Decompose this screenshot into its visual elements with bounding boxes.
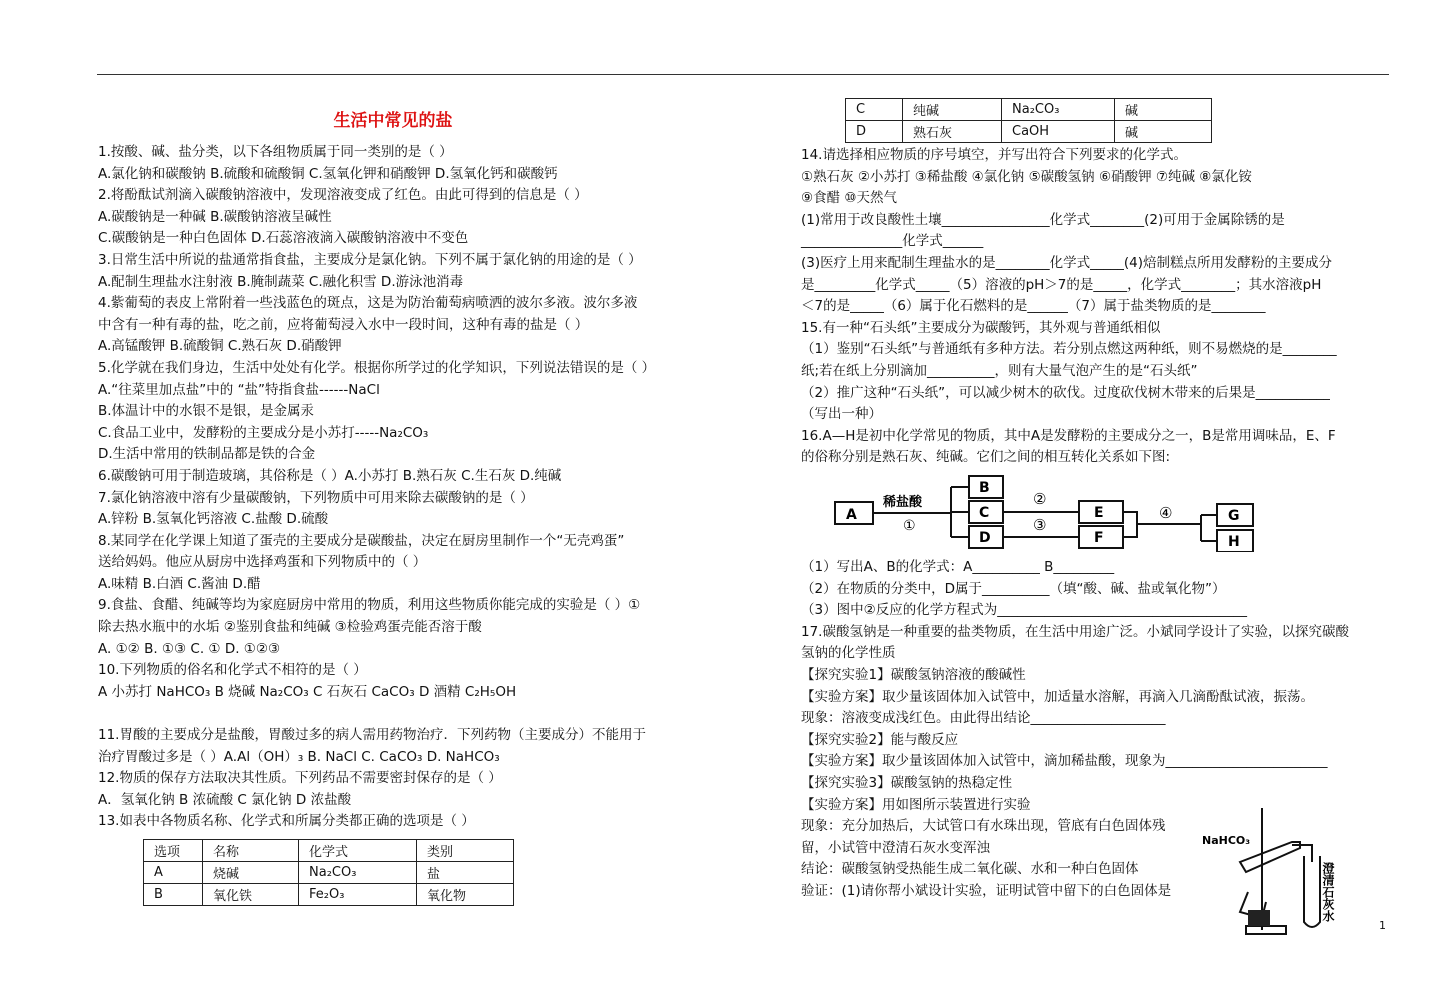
table-cell: 碱 bbox=[1115, 121, 1212, 143]
top-rule bbox=[97, 74, 1389, 75]
right-question-line: ①熟石灰 ②小苏打 ③稀盐酸 ④氯化钠 ⑤碳酸氢钠 ⑥硝酸钾 ⑦纯碱 ⑧氯化铵 bbox=[801, 168, 1252, 185]
table-cell: 碱 bbox=[1115, 99, 1212, 121]
right-question-lower-line: 氢钠的化学性质 bbox=[801, 645, 896, 662]
right-question-line: ⑨食醋 ⑩天然气 bbox=[801, 190, 897, 207]
limewater-label: 澄清石灰水 bbox=[1321, 862, 1335, 922]
left-question-line: 2.将酚酞试剂滴入碳酸钠溶液中，发现溶液变成了红色。由此可得到的信息是（ ） bbox=[98, 187, 588, 204]
table-cell: 盐 bbox=[417, 862, 514, 884]
right-question-lower-line: 现象：溶液变成浅红色。由此得出结论____________________ bbox=[801, 710, 1166, 727]
right-question-lower-line: 【探究实验3】碳酸氢钠的热稳定性 bbox=[801, 774, 1013, 791]
heating-apparatus-figure bbox=[1200, 802, 1360, 937]
right-question-lower-line: 【实验方案】取少量该固体加入试管中，加适量水溶解，再滴入几滴酚酞试液，振荡。 bbox=[801, 688, 1314, 705]
left-question-line: A.“往菜里加点盐”中的 “盐”特指食盐------NaCl bbox=[98, 381, 380, 398]
left-column bbox=[98, 108, 698, 833]
right-question-lower-line: 留，小试管中澄清石灰水变浑浊 bbox=[801, 839, 990, 856]
lamp-body-icon bbox=[1248, 910, 1270, 926]
node-g: G bbox=[1228, 508, 1240, 524]
left-question-line: 12.物质的保存方法取决其性质。下列药品不需要密封保存的是（ ） bbox=[98, 770, 502, 787]
table-cell: D bbox=[846, 121, 903, 143]
left-question-line: 5.化学就在我们身边，生活中处处有化学。根据你所学过的化学知识，下列说法错误的是（ ） bbox=[98, 359, 656, 376]
left-question-line: 治疗胃酸过多是（ ）A.Al（OH）₃ B. NaCl C. CaCO₃ D. NaHCO₃ bbox=[98, 748, 500, 765]
right-question-line: 14.请选择相应物质的序号填空，并写出符合下列要求的化学式。 bbox=[801, 147, 1187, 163]
step-3: ③ bbox=[1033, 516, 1047, 534]
left-questions bbox=[98, 142, 698, 833]
right-question-line: ＜7的是_____（6）属于化石燃料的是______（7）属于盐类物质的是________ bbox=[801, 298, 1266, 315]
left-question-line: A.味精 B.白酒 C.酱油 D.醋 bbox=[98, 575, 261, 592]
table-cell: Na₂CO₃ bbox=[299, 862, 417, 884]
table-cell: CaOH bbox=[1002, 121, 1115, 143]
left-question-line: 6.碳酸钠可用于制造玻璃，其俗称是（ ）A.小苏打 B.熟石灰 C.生石灰 D.纯碱 bbox=[98, 467, 562, 484]
right-column bbox=[801, 145, 1391, 469]
left-question-line: 8.某同学在化学课上知道了蛋壳的主要成分是碳酸盐，决定在厨房里制作一个“无壳鸡蛋” bbox=[98, 532, 625, 549]
left-question-line: 1.按酸、碱、盐分类，以下各组物质属于同一类别的是（ ） bbox=[98, 144, 453, 160]
table-header-row bbox=[144, 840, 514, 862]
left-question-line: A.氯化钠和碳酸钠 B.硫酸和硫酸铜 C.氢氧化钾和硝酸钾 D.氢氧化钙和碳酸钙 bbox=[98, 165, 558, 182]
table-header: 选项 bbox=[144, 840, 203, 862]
right-question-lower-line: 【实验方案】取少量该固体加入试管中，滴加稀盐酸，现象为________________________ bbox=[801, 753, 1328, 770]
left-question-line: 3.日常生活中所说的盐通常指食盐，主要成分是氯化钠。下列不属于氯化钠的用途的是（ ） bbox=[98, 251, 642, 268]
stand-base bbox=[1246, 926, 1286, 934]
right-question-line: 的俗称分别是熟石灰、纯碱。它们之间的相互转化关系如下图: bbox=[801, 449, 1171, 466]
left-question-line: 中含有一种有毒的盐，吃之前，应将葡萄浸入水中一段时间，这种有毒的盐是（ ） bbox=[98, 316, 589, 333]
right-question-line: 纸;若在纸上分别滴加__________，则有大量气泡产生的是“石头纸” bbox=[801, 362, 1198, 379]
step-2: ② bbox=[1033, 490, 1047, 508]
node-c: C bbox=[979, 505, 990, 521]
table-row bbox=[144, 862, 514, 884]
node-e: E bbox=[1094, 505, 1104, 521]
right-question-line: （2）推广这种“石头纸”，可以减少树木的砍伐。过度砍伐树木带来的后果是___________ bbox=[801, 384, 1330, 401]
left-question-line: 4.紫葡萄的表皮上常附着一些浅蓝色的斑点，这是为防治葡萄病喷洒的波尔多液。波尔多液 bbox=[98, 295, 638, 312]
node-a: A bbox=[846, 507, 857, 523]
right-question-line: 是_________化学式_____（5）溶液的pH＞7的是_____，化学式________；其水溶液pH bbox=[801, 276, 1322, 293]
left-question-line: C.食品工业中，发酵粉的主要成分是小苏打-----Na₂CO₃ bbox=[98, 424, 429, 441]
right-question-lower-line: （3）图中②反应的化学方程式为_____________________________________ bbox=[801, 602, 1247, 619]
table-row bbox=[846, 121, 1212, 143]
left-question-line: 10.下列物质的俗名和化学式不相符的是（ ） bbox=[98, 662, 367, 679]
node-d: D bbox=[979, 530, 991, 546]
table-cell: 氧化物 bbox=[417, 884, 514, 906]
table-cell: Na₂CO₃ bbox=[1002, 99, 1115, 121]
right-question-lower-line: 验证：(1)请你帮小斌设计实验，证明试管中留下的白色固体是 bbox=[801, 882, 1172, 899]
right-question-line: (3)医疗上用来配制生理盐水的是________化学式_____(4)焙制糕点所用发酵粉的主要成分 bbox=[801, 254, 1332, 271]
right-question-lower-line: 【实验方案】用如图所示装置进行实验 bbox=[801, 796, 1031, 813]
left-question-line: A.高锰酸钾 B.硫酸铜 C.熟石灰 D.硝酸钾 bbox=[98, 338, 342, 355]
table-cell: 纯碱 bbox=[903, 99, 1002, 121]
left-question-line: B.体温计中的水银不是银，是金属汞 bbox=[98, 403, 315, 420]
table-cell: C bbox=[846, 99, 903, 121]
nahco3-label: NaHCO₃ bbox=[1202, 834, 1251, 847]
left-question-line: 11.胃酸的主要成分是盐酸，胃酸过多的病人需用药物治疗．下列药物（主要成分）不能用于 bbox=[98, 727, 646, 744]
table-header: 化学式 bbox=[299, 840, 417, 862]
left-question-line: C.碳酸钠是一种白色固体 D.石蕊溶液滴入碳酸钠溶液中不变色 bbox=[98, 230, 469, 247]
transformation-diagram bbox=[831, 474, 1261, 552]
right-question-lower-line: 【探究实验2】能与酸反应 bbox=[801, 731, 959, 748]
left-question-line bbox=[98, 703, 698, 725]
page-number: 1 bbox=[1379, 919, 1386, 932]
left-question-line: 除去热水瓶中的水垢 ②鉴别食盐和纯碱 ③检验鸡蛋壳能否溶于酸 bbox=[98, 619, 482, 636]
right-question-lower-line: 【探究实验1】碳酸氢钠溶液的酸碱性 bbox=[801, 666, 1026, 683]
left-question-line: 13.如表中各物质名称、化学式和所属分类都正确的选项是（ ） bbox=[98, 813, 475, 830]
right-question-line: (1)常用于改良酸性土壤________________化学式________(2)可用于金属除锈的是 bbox=[801, 211, 1285, 228]
left-question-line: 7.氯化钠溶液中溶有少量碳酸钠，下列物质中可用来除去碳酸钠的是（ ） bbox=[98, 489, 534, 506]
table-cell: B bbox=[144, 884, 203, 906]
right-questions bbox=[801, 145, 1391, 469]
table-cell: 烧碱 bbox=[203, 862, 299, 884]
right-question-lower-line: （1）写出A、B的化学式：A__________ B_________ bbox=[801, 559, 1115, 575]
right-question-line: （1）鉴别“石头纸”与普通纸有多种方法。若分别点燃这两种纸，则不易燃烧的是________ bbox=[801, 341, 1337, 358]
right-question-lower-line: 结论：碳酸氢钠受热能生成二氧化碳、水和一种白色固体 bbox=[801, 861, 1139, 878]
right-question-lower-line: （2）在物质的分类中，D属于__________（填“酸、碱、盐或氧化物”） bbox=[801, 580, 1226, 597]
small-test-tube bbox=[1304, 856, 1320, 927]
right-question-line: 15.有一种“石头纸”主要成分为碳酸钙，其外观与普通纸相似 bbox=[801, 319, 1161, 336]
left-question-line: A.锌粉 B.氢氧化钙溶液 C.盐酸 D.硫酸 bbox=[98, 511, 329, 528]
table-row bbox=[846, 99, 1212, 121]
table-q13-continued bbox=[845, 98, 1212, 143]
right-question-lower-line: 17.碳酸氢钠是一种重要的盐类物质，在生活中用途广泛。小斌同学设计了实验，以探究碳酸 bbox=[801, 623, 1349, 640]
node-b: B bbox=[979, 480, 990, 496]
step-1: ① bbox=[903, 518, 916, 534]
table-row bbox=[144, 884, 514, 906]
table-q13 bbox=[143, 839, 514, 906]
right-question-line: 16.A—H是初中化学常见的物质，其中A是发酵粉的主要成分之一，B是常用调味品，E、F bbox=[801, 427, 1336, 444]
reagent-label: 稀盐酸 bbox=[883, 495, 923, 510]
right-question-lower-line: 现象：充分加热后，大试管口有水珠出现，管底有白色固体残 bbox=[801, 818, 1166, 835]
step-4: ④ bbox=[1159, 504, 1173, 522]
table-header: 名称 bbox=[203, 840, 299, 862]
table-cell: 氧化铁 bbox=[203, 884, 299, 906]
left-question-line: A.碳酸钠是一种碱 B.碳酸钠溶液呈碱性 bbox=[98, 208, 332, 225]
node-h: H bbox=[1228, 534, 1240, 550]
table-cell: Fe₂O₃ bbox=[299, 884, 417, 906]
left-question-line: A．氢氧化钠 B 浓硫酸 C 氯化钠 D 浓盐酸 bbox=[98, 791, 352, 808]
delivery-tube bbox=[1292, 845, 1312, 862]
page-title: 生活中常见的盐 bbox=[333, 111, 453, 131]
right-question-line: （写出一种） bbox=[801, 406, 882, 423]
left-question-line: D.生活中常用的铁制品都是铁的合金 bbox=[98, 446, 316, 463]
right-question-line: _______________化学式______ bbox=[801, 233, 984, 250]
table-header: 类别 bbox=[417, 840, 514, 862]
table-cell: 熟石灰 bbox=[903, 121, 1002, 143]
left-question-line: 9.食盐、食醋、纯碱等均为家庭厨房中常用的物质，利用这些物质你能完成的实验是（ ）① bbox=[98, 597, 641, 614]
node-f: F bbox=[1094, 530, 1104, 546]
left-question-line: 送给妈妈。他应从厨房中选择鸡蛋和下列物质中的（ ） bbox=[98, 554, 427, 571]
left-question-line: A. ①② B. ①③ C. ① D. ①②③ bbox=[98, 640, 281, 657]
table-cell: A bbox=[144, 862, 203, 884]
left-question-line: A 小苏打 NaHCO₃ B 烧碱 Na₂CO₃ C 石灰石 CaCO₃ D 酒精 C₂H₅OH bbox=[98, 683, 517, 700]
left-question-line: A.配制生理盐水注射液 B.腌制蔬菜 C.融化积雪 D.游泳池消毒 bbox=[98, 273, 464, 290]
